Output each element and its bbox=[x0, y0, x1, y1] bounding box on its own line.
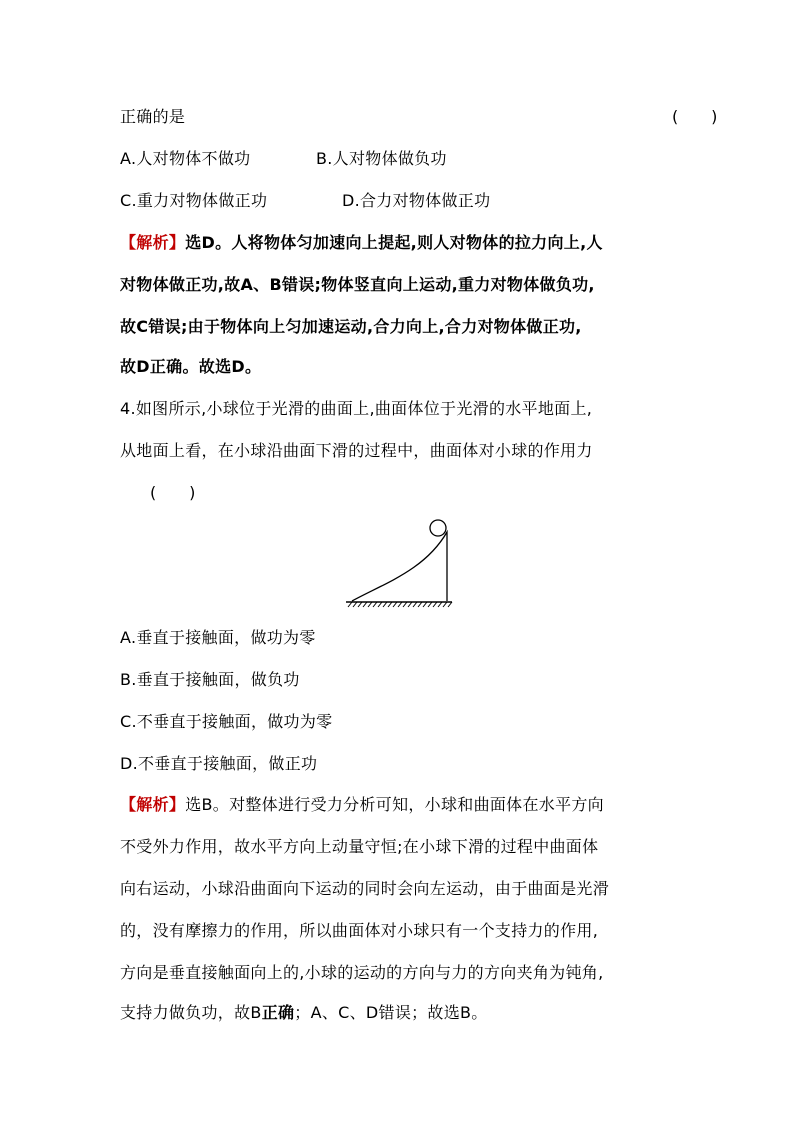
q3-option-b: B.人对物体做负功 bbox=[316, 149, 447, 168]
q4-analysis-tag: 【解析】 bbox=[120, 795, 186, 814]
q3-analysis-line-1: 【解析】选D。人将物体匀加速向上提起,则人对物体的拉力向上,人 bbox=[120, 233, 603, 252]
q3-stem-tail: 正确的是 bbox=[120, 107, 186, 126]
q3-analysis-line-3: 故C错误;由于物体向上匀加速运动,合力向上,合力对物体做正功, bbox=[120, 317, 582, 336]
q4-option-b: B.垂直于接触面，做负功 bbox=[120, 670, 300, 689]
q3-analysis-tag: 【解析】 bbox=[120, 233, 186, 252]
ground-hatching bbox=[346, 602, 452, 607]
q4-option-d: D.不垂直于接触面，做正功 bbox=[120, 754, 318, 773]
q4-option-c: C.不垂直于接触面，做功为零 bbox=[120, 712, 333, 731]
q4-analysis-line-2: 不受外力作用，故水平方向上动量守恒;在小球下滑的过程中曲面体 bbox=[120, 837, 599, 856]
q4-analysis-line-6: 支持力做负功，故B正确；A、C、D错误；故选B。 bbox=[120, 1003, 488, 1022]
q4-option-a: A.垂直于接触面，做功为零 bbox=[120, 628, 316, 647]
q4-analysis-line-1: 【解析】选B。对整体进行受力分析可知，小球和曲面体在水平方向 bbox=[120, 795, 604, 814]
q4-analysis-line-3: 向右运动，小球沿曲面向下运动的同时会向左运动，由于曲面是光滑 bbox=[120, 879, 610, 898]
q3-answer-paren: ( ) bbox=[672, 107, 718, 126]
q4-stem-line-2: 从地面上看，在小球沿曲面下滑的过程中，曲面体对小球的作用力 bbox=[120, 441, 593, 460]
q4-stem-line-1: 4.如图所示,小球位于光滑的曲面上,曲面体位于光滑的水平地面上, bbox=[120, 399, 593, 418]
q4-answer-paren: ( ) bbox=[150, 483, 196, 502]
q3-analysis-line-2: 对物体做正功,故A、B错误;物体竖直向上运动,重力对物体做负功, bbox=[120, 275, 595, 294]
small-ball bbox=[430, 520, 446, 536]
q4-analysis-line-4: 的，没有摩擦力的作用，所以曲面体对小球只有一个支持力的作用, bbox=[120, 921, 599, 940]
curved-block bbox=[352, 532, 447, 601]
q4-analysis-line-5: 方向是垂直接触面向上的,小球的运动的方向与力的方向夹角为钝角, bbox=[120, 963, 604, 982]
q3-analysis-line-4: 故D正确。故选D。 bbox=[120, 357, 262, 376]
q3-option-c: C.重力对物体做正功 bbox=[120, 191, 268, 210]
q3-option-d: D.合力对物体做正功 bbox=[342, 191, 491, 210]
q3-option-a: A.人对物体不做功 bbox=[120, 149, 251, 168]
